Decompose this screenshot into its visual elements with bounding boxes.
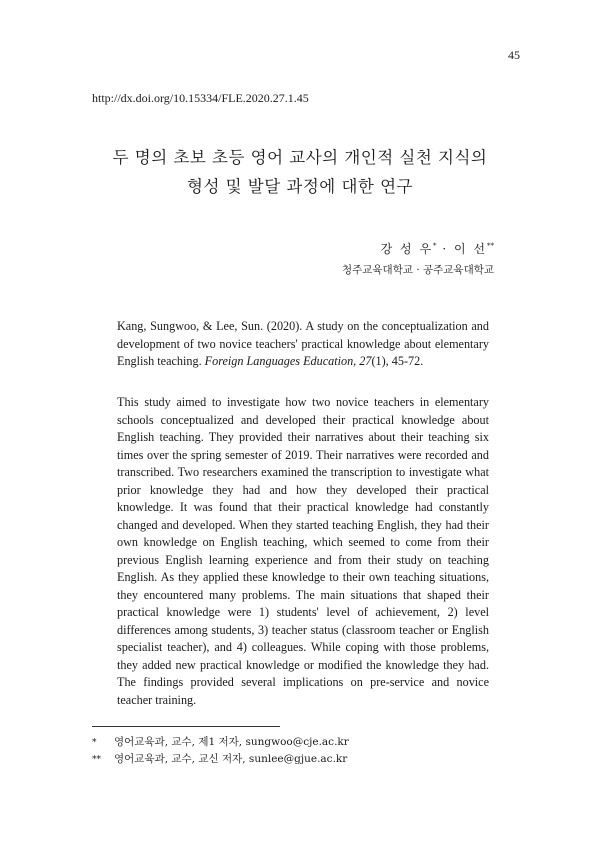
citation-authors-title: Kang, Sungwoo, & Lee, Sun. (2020). A study on the conceptualization and development of two novice teachers' practical knowledge about elementary English teaching.: [117, 319, 489, 369]
citation-issue-pages: (1), 45-72.: [371, 354, 424, 369]
citation-journal: Foreign Languages Education, 27: [204, 354, 372, 369]
page-number: 45: [508, 48, 520, 62]
footnote-mark: *: [92, 738, 97, 748]
footnote-mark: **: [92, 755, 101, 765]
footnote: [92, 751, 347, 766]
footnote-text: 영어교육과, 교수, 교신 저자, sunlee@gjue.ac.kr: [114, 753, 348, 765]
title-line-1: 두 명의 초보 초등 영어 교사의 개인적 실천 지식의: [112, 148, 488, 167]
footnote-text: 영어교육과, 교수, 제1 저자, sungwoo@cje.ac.kr: [114, 736, 349, 748]
author-footnote-mark: *: [433, 242, 437, 250]
abstract: This study aimed to investigate how two novice teachers in elementary schools conceptualized and developed their practical knowledge about English teaching. They provided their narratives about their teaching six times over the spring semester of 2019. Their narratives were recorded and transcribed. Two researchers examined the transcription to investigate what prior knowledge they had and how they developed their practical knowledge. It was found that their practical knowledge had constantly changed and developed. When they started teaching English, they had their own knowledge on English teaching, which seemed to come from their previous English learning experience and from their study on teaching English. As they applied these knowledge to their own teaching situations, they encountered many problems. The main situations that shaped their practical knowledge were 1) students' level of achievement, 2) level differences among students, 3) teacher status (classroom teacher or English specialist teacher), and 4) colleagues. While coping with those problems, they added new practical knowledge or modified the knowledge they had. The findings provided several implications on pre-service and novice teacher training.: [117, 395, 489, 707]
doi-link[interactable]: http://dx.doi.org/10.15334/FLE.2020.27.1.45: [92, 91, 309, 105]
footnote: [92, 734, 349, 749]
author-name: 강 성 우: [380, 242, 434, 256]
affiliation: 청주교육대학교 · 공주교육대학교: [341, 264, 494, 276]
author-name: 이 선: [454, 242, 487, 256]
title-line-2: 형성 및 발달 과정에 대한 연구: [187, 177, 413, 196]
paper-title: [0, 143, 600, 201]
author-separator: ·: [436, 242, 454, 256]
author-list: [381, 240, 494, 257]
footnote-divider: [92, 726, 280, 727]
author-footnote-mark: **: [487, 242, 494, 250]
citation: [117, 318, 489, 371]
